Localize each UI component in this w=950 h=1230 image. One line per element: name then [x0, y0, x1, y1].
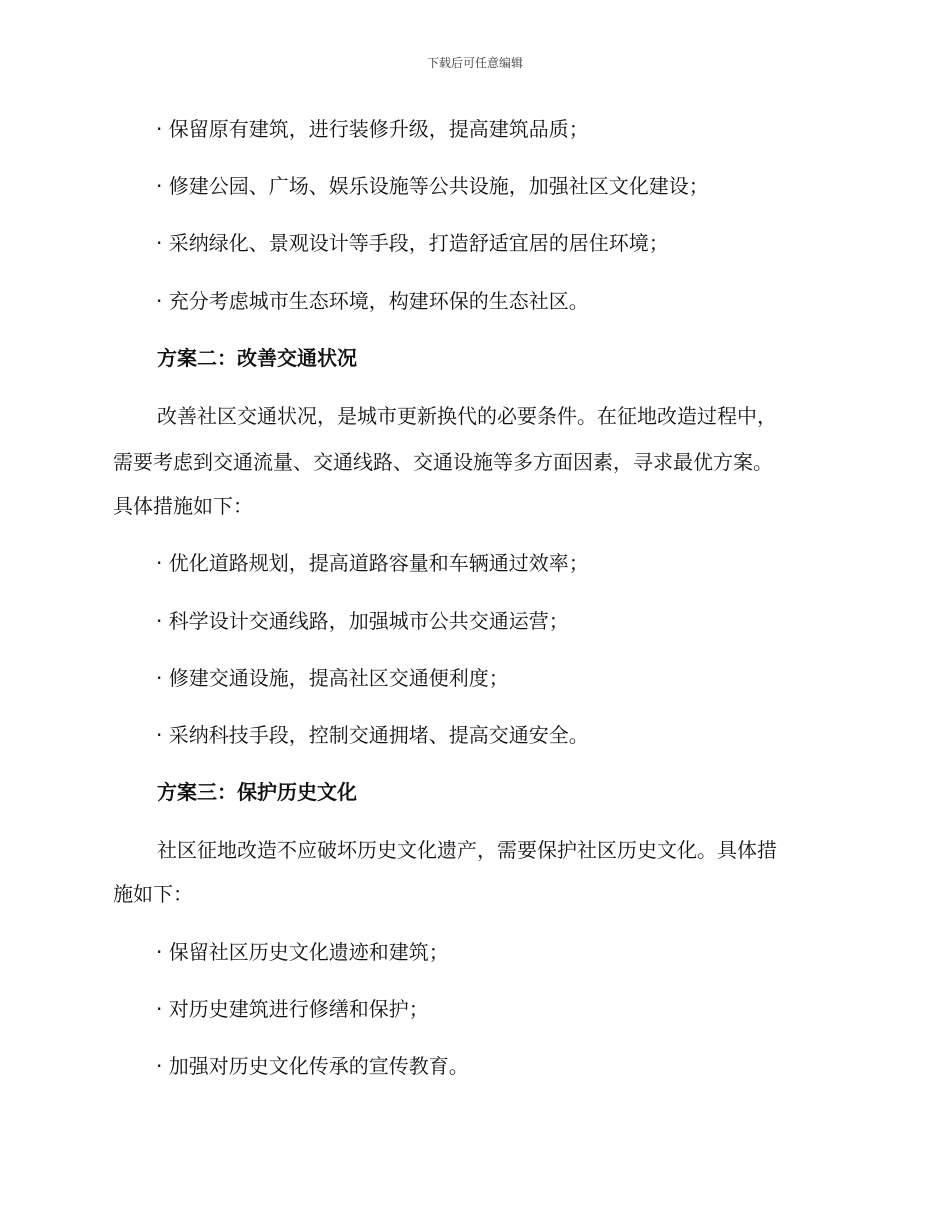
paragraph-line: 需要考虑到交通流量、交通线路、交通设施等多方面因素，寻求最优方案。 — [113, 450, 773, 474]
bullet-item: · 科学设计交通线路，加强城市公共交通运营； — [156, 609, 569, 633]
bullet-item: · 采纳绿化、景观设计等手段，打造舒适宜居的居住环境； — [156, 231, 669, 255]
section-heading-plan2: 方案二：改善交通状况 — [157, 346, 357, 370]
bullet-item: · 采纳科技手段，控制交通拥堵、提高交通安全。 — [156, 723, 589, 747]
section-heading-plan3: 方案三：保护历史文化 — [157, 780, 357, 804]
bullet-item: · 充分考虑城市生态环境，构建环保的生态社区。 — [156, 289, 589, 313]
bullet-item: · 修建交通设施，提高社区交通便利度； — [156, 666, 509, 690]
bullet-item: · 保留社区历史文化遗迹和建筑； — [156, 940, 449, 964]
paragraph-line: 具体措施如下： — [113, 494, 253, 518]
bullet-item: · 修建公园、广场、娱乐设施等公共设施，加强社区文化建设； — [156, 174, 709, 198]
paragraph-line: 施如下： — [113, 882, 193, 906]
paragraph-line: 社区征地改造不应破坏历史文化遗产，需要保护社区历史文化。具体措 — [157, 838, 777, 862]
bullet-item: · 优化道路规划，提高道路容量和车辆通过效率； — [156, 551, 589, 575]
bullet-item: · 加强对历史文化传承的宣传教育。 — [156, 1054, 469, 1078]
page-header: 下载后可任意编辑 — [426, 56, 523, 70]
bullet-item: · 对历史建筑进行修缮和保护； — [156, 997, 429, 1021]
bullet-item: · 保留原有建筑，进行装修升级，提高建筑品质； — [156, 117, 589, 141]
paragraph-line: 改善社区交通状况，是城市更新换代的必要条件。在征地改造过程中， — [157, 404, 777, 428]
